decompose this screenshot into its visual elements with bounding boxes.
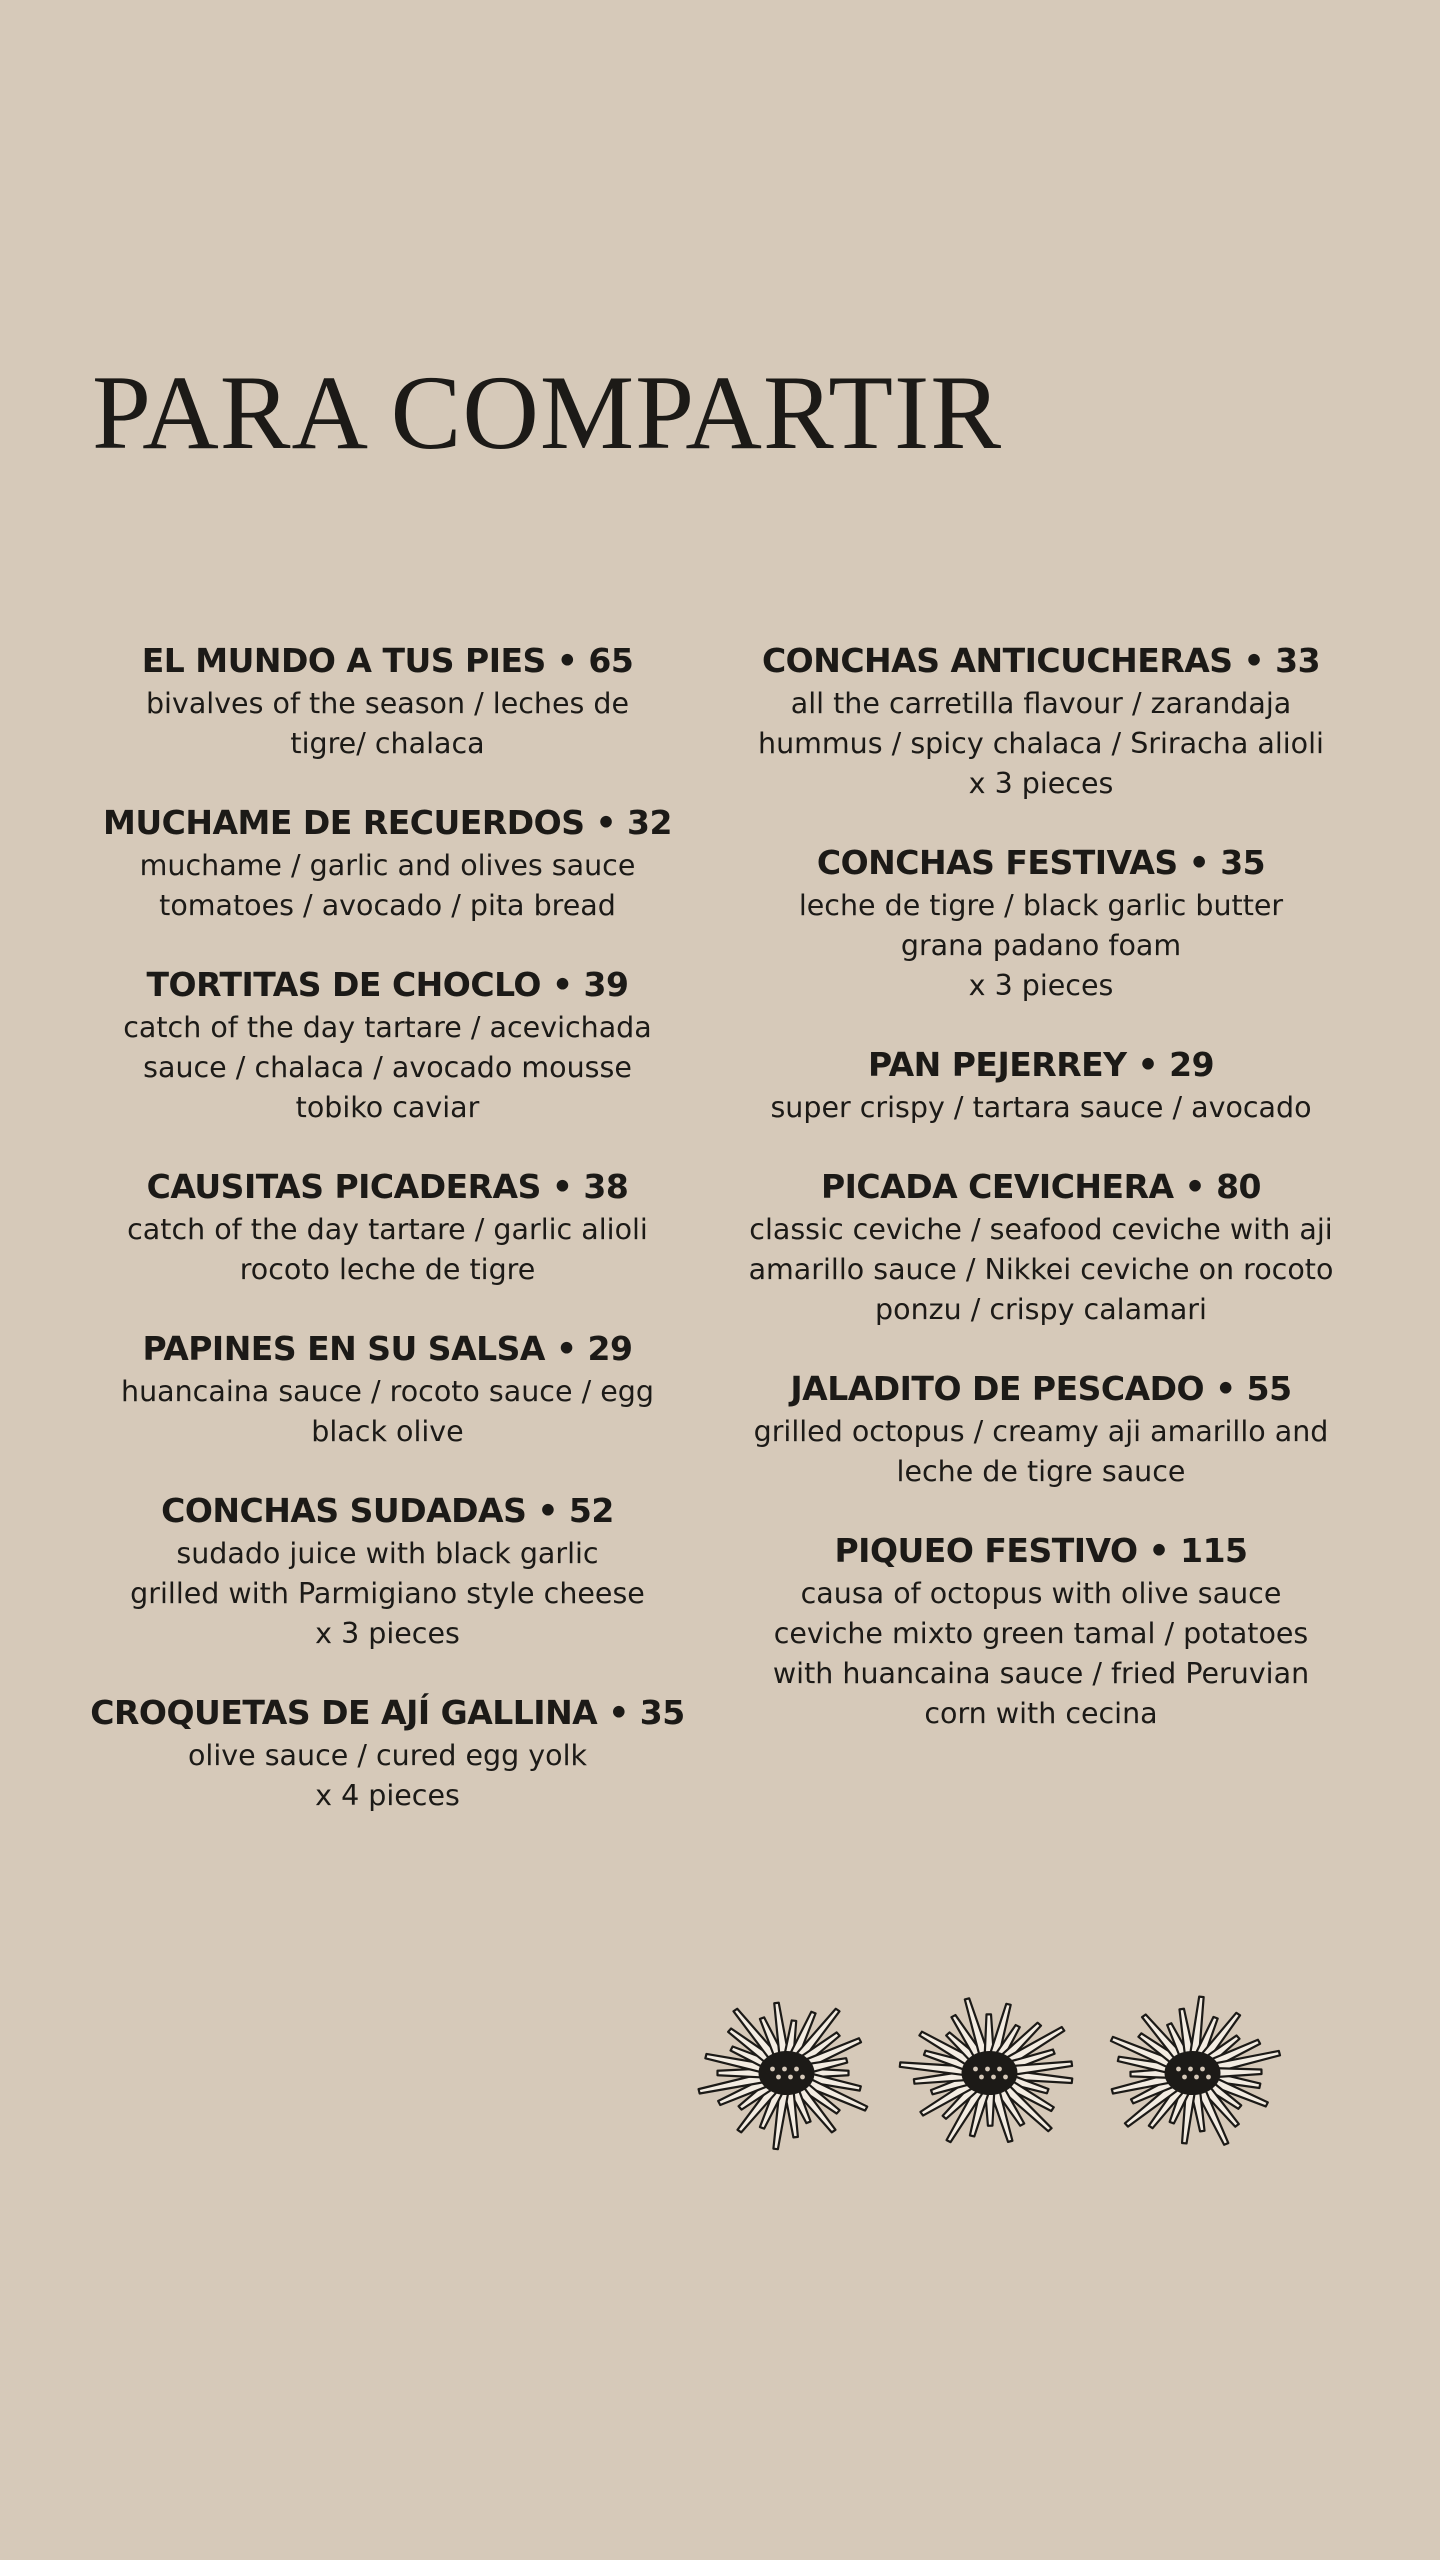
menu-item-description: sauce / chalaca / avocado mousse [143, 1051, 632, 1084]
menu-column-left [80, 640, 695, 1854]
menu-item [735, 1530, 1347, 1734]
menu-item-description: bivalves of the season / leches de [145, 687, 630, 720]
menu-column-right [735, 640, 1347, 1772]
menu-item [80, 1490, 695, 1654]
menu-item [735, 1166, 1347, 1330]
menu-item [735, 640, 1347, 804]
menu-item-name: JALADITO DE PESCADO • 55 [790, 1369, 1292, 1408]
menu-item [80, 640, 695, 764]
menu-item-name: PAPINES EN SU SALSA • 29 [142, 1329, 633, 1368]
menu-item [735, 1368, 1347, 1492]
menu-item-name: PAN PEJERREY • 29 [867, 1045, 1215, 1084]
menu-item-name: EL MUNDO A TUS PIES • 65 [141, 641, 634, 680]
menu-item-description: rocoto leche de tigre [239, 1253, 536, 1286]
menu-item-description: corn with cecina [924, 1697, 1158, 1730]
menu-item-description: tomatoes / avocado / pita bread [159, 889, 616, 922]
sea-urchin-icon [685, 1978, 888, 2178]
menu-item-description: catch of the day tartare / acevichada [123, 1011, 652, 1044]
menu-item-description: grilled with Parmigiano style cheese [130, 1577, 645, 1610]
menu-item-description: black olive [311, 1415, 464, 1448]
menu-item-name: CONCHAS ANTICUCHERAS • 33 [761, 641, 1321, 680]
menu-item-description: tobiko caviar [295, 1091, 480, 1124]
menu-item-description: x 3 pieces [315, 1617, 460, 1650]
menu-item-description: all the carretilla flavour / zarandaja [790, 687, 1292, 720]
menu-item-name: CONCHAS SUDADAS • 52 [161, 1491, 614, 1530]
page-title: PARA COMPARTIR [92, 354, 1003, 471]
menu-item-description: x 3 pieces [968, 767, 1114, 800]
menu-item [80, 1166, 695, 1290]
sea-urchin-illustrations [685, 1978, 1295, 2178]
menu-item-description: x 4 pieces [315, 1779, 460, 1812]
menu-item-description: muchame / garlic and olives sauce [139, 849, 636, 882]
menu-item-description: leche de tigre sauce [896, 1455, 1186, 1488]
menu-item-description: leche de tigre / black garlic butter [798, 889, 1284, 922]
menu-item-description: hummus / spicy chalaca / Sriracha alioli [758, 727, 1324, 760]
menu-item-name: TORTITAS DE CHOCLO • 39 [146, 965, 629, 1004]
menu-item [735, 1044, 1347, 1128]
menu-item-description: huancaina sauce / rocoto sauce / egg [121, 1375, 654, 1408]
menu-item-name: CONCHAS FESTIVAS • 35 [816, 843, 1266, 882]
menu-item [735, 842, 1347, 1006]
menu-item [80, 802, 695, 926]
menu-item-description: grilled octopus / creamy aji amarillo and [753, 1415, 1329, 1448]
menu-item-description: olive sauce / cured egg yolk [187, 1739, 588, 1772]
menu-item-description: x 3 pieces [968, 969, 1114, 1002]
menu-item-description: amarillo sauce / Nikkei ceviche on rocoto [748, 1253, 1334, 1286]
menu-item-name: MUCHAME DE RECUERDOS • 32 [103, 803, 672, 842]
menu-item-description: ponzu / crispy calamari [875, 1293, 1207, 1326]
menu-item [80, 1692, 695, 1816]
menu-item-name: CAUSITAS PICADERAS • 38 [146, 1167, 629, 1206]
menu-item-description: ceviche mixto green tamal / potatoes [773, 1617, 1309, 1650]
menu-item-name: CROQUETAS DE AJÍ GALLINA • 35 [90, 1693, 685, 1732]
menu-item-name: PICADA CEVICHERA • 80 [820, 1167, 1262, 1206]
menu-item-name: PIQUEO FESTIVO • 115 [834, 1531, 1248, 1570]
menu-item-description: tigre/ chalaca [290, 727, 485, 760]
menu-item-description: sudado juice with black garlic [176, 1537, 599, 1570]
menu-item-description: catch of the day tartare / garlic alioli [127, 1213, 648, 1246]
menu-item-description: super crispy / tartara sauce / avocado [770, 1091, 1312, 1124]
menu-item [80, 964, 695, 1128]
menu-item [80, 1328, 695, 1452]
sea-urchin-icon [888, 1978, 1091, 2178]
menu-item-description: grana padano foam [900, 929, 1182, 962]
menu-item-description: with huancaina sauce / fried Peruvian [772, 1657, 1310, 1690]
menu-item-description: causa of octopus with olive sauce [800, 1577, 1282, 1610]
menu-item-description: classic ceviche / seafood ceviche with aji [749, 1213, 1333, 1246]
sea-urchin-icon [1091, 1978, 1294, 2178]
